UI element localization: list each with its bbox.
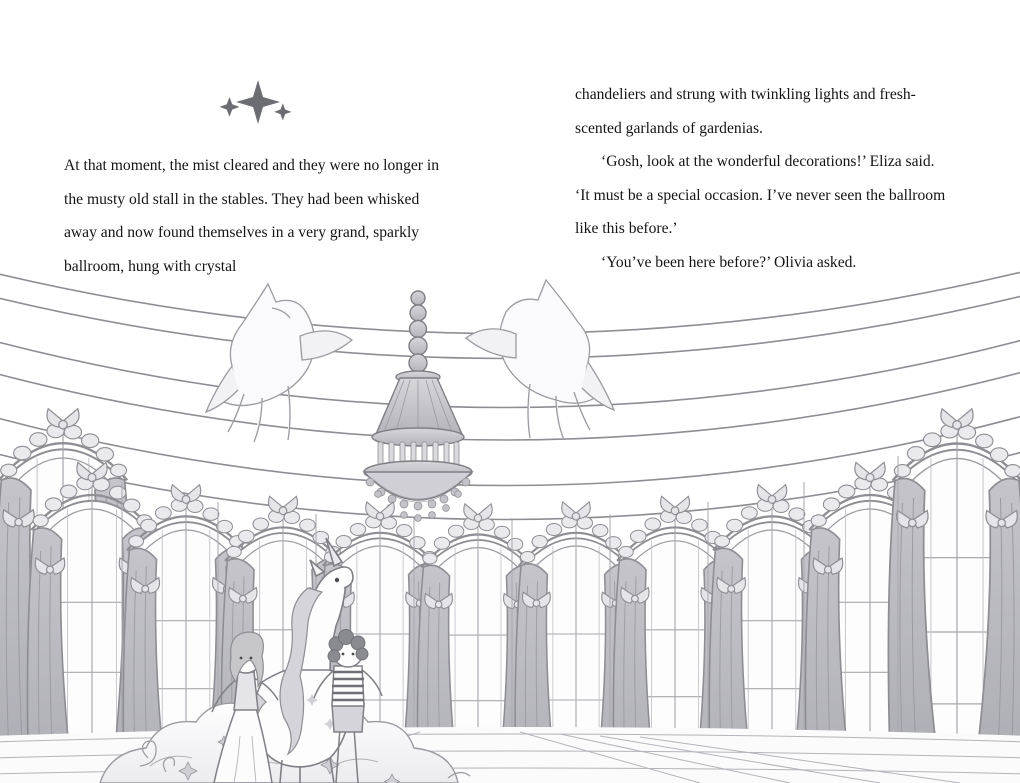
right-paragraph-2: ‘Gosh, look at the wonderful decorations!’ Eliza said. ‘It must be a special occasion. I’ve never seen the ballroom like this before.’ xyxy=(575,153,946,237)
right-paragraph-3: ‘You’ve been here before?’ Olivia asked. xyxy=(601,253,857,271)
left-paragraph-1: At that moment, the mist cleared and they were no longer in the musty old stall in the stables. They had been whisked away and now found themselves in a very grand, sparkly ballroom, hung with crystal xyxy=(64,157,440,275)
left-text-column xyxy=(64,149,439,283)
ballroom-illustration xyxy=(0,266,1020,783)
text-layer xyxy=(0,0,1020,300)
three-stars-ornament xyxy=(218,78,298,124)
right-paragraph-1: chandeliers and strung with twinkling lights and fresh-scented garlands of gardenias. xyxy=(575,86,916,137)
right-text-column xyxy=(575,78,947,279)
